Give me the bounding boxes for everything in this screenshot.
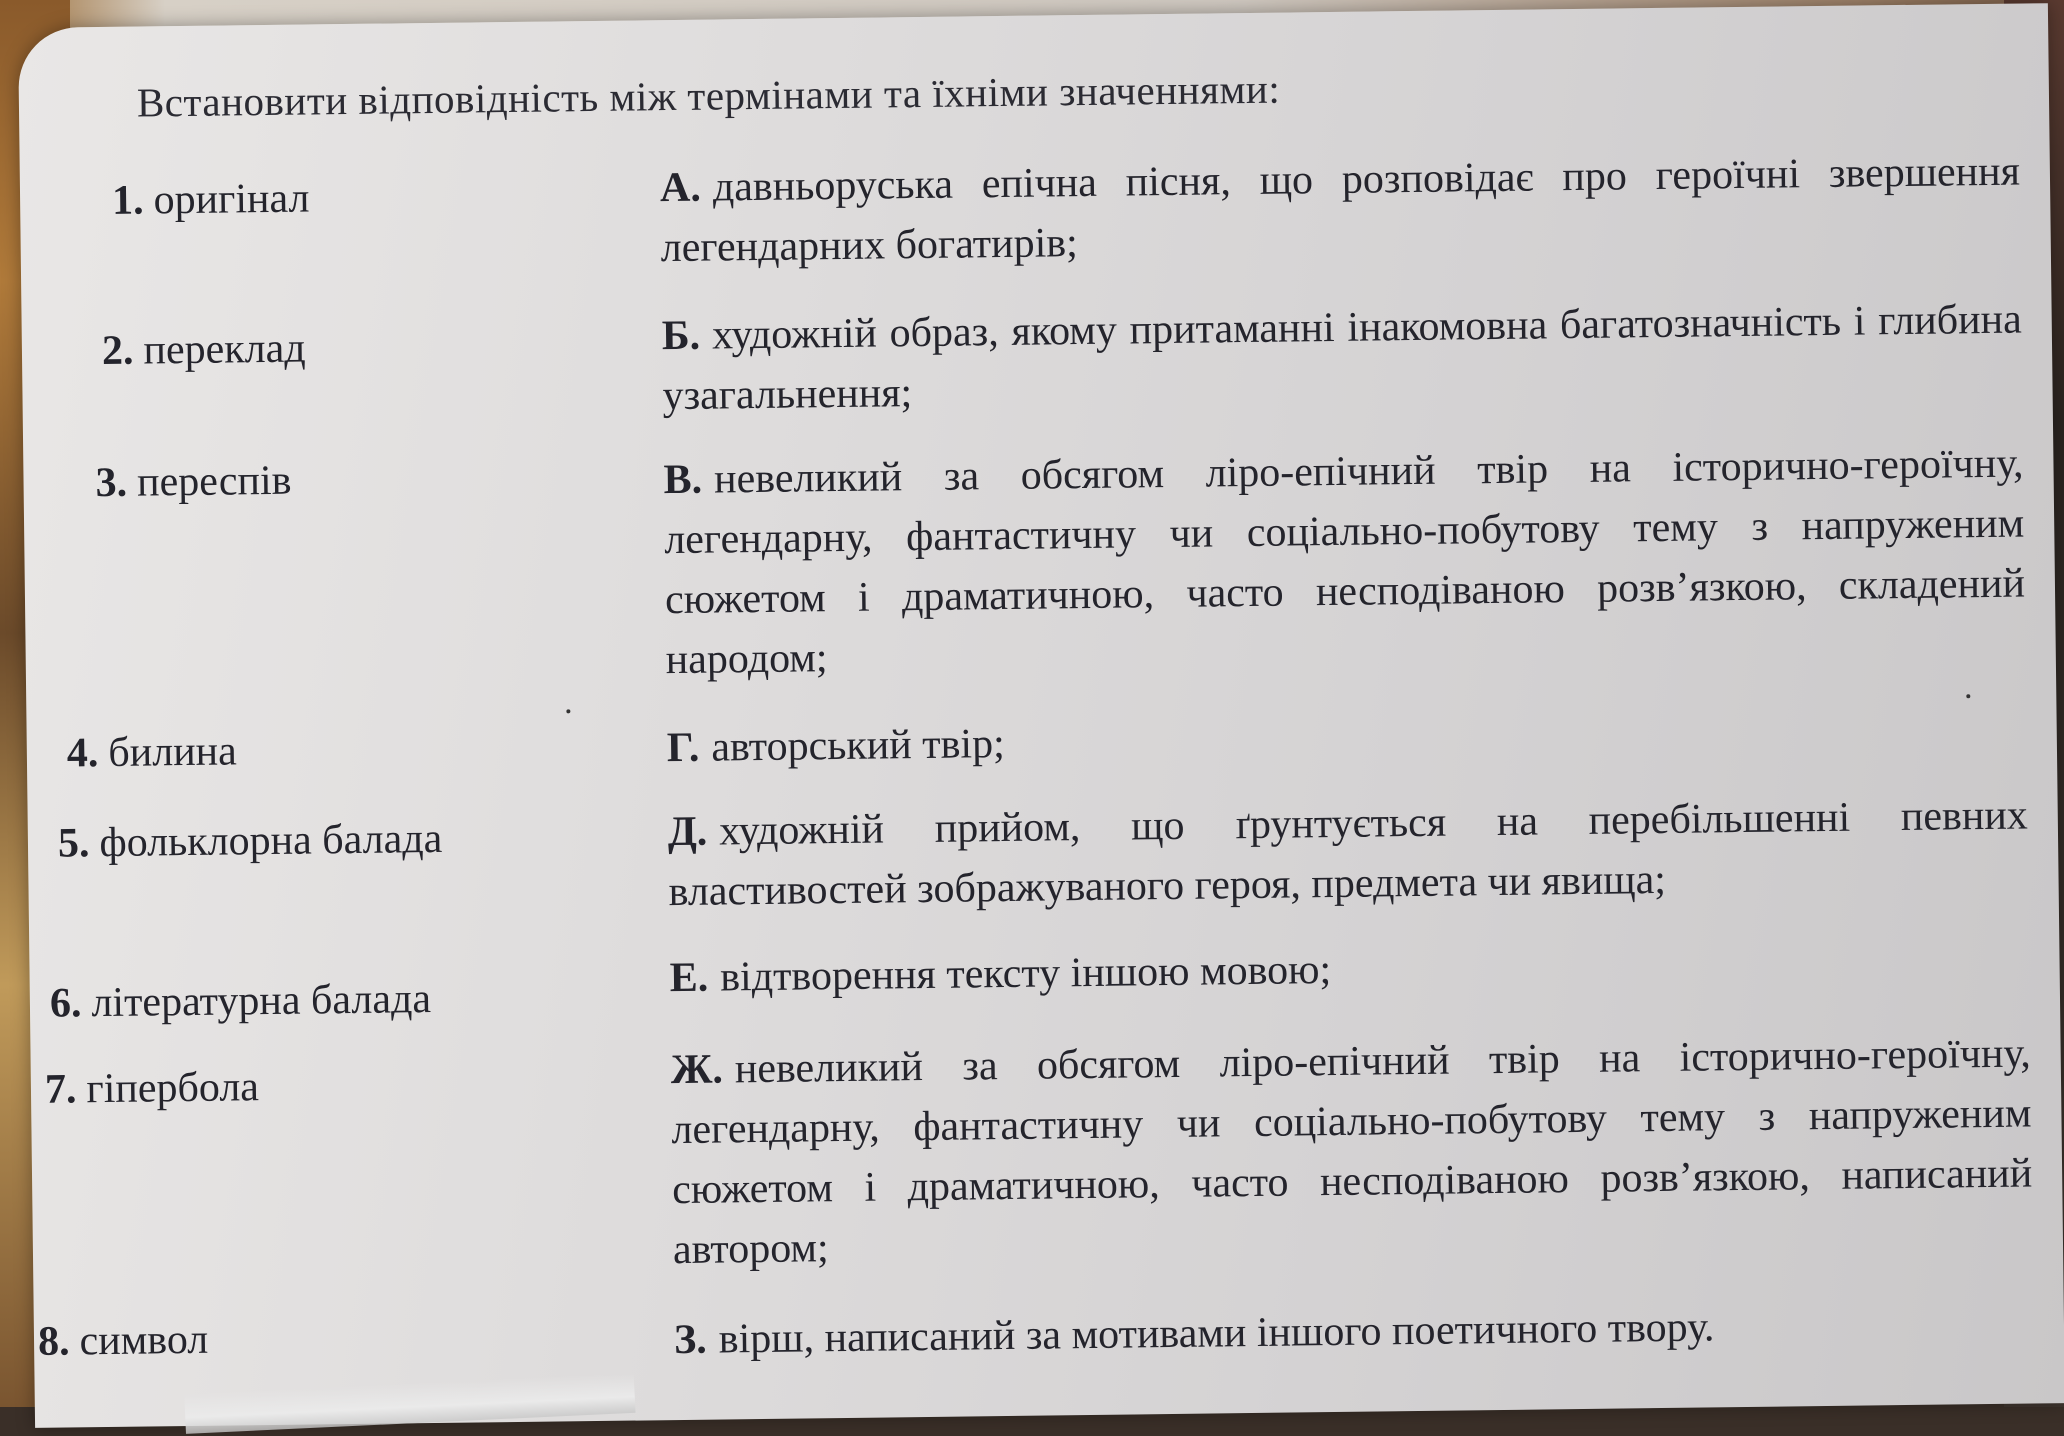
definition-letter: Ж. xyxy=(670,1046,724,1094)
term-item-3 xyxy=(95,457,292,507)
term-item-7 xyxy=(45,1063,260,1114)
definition-text: відтворення тексту іншою мовою; xyxy=(719,947,1332,1001)
definition-item-e xyxy=(669,931,2030,1008)
pen-dot-mark xyxy=(1966,694,1970,698)
definition-text: вірш, написаний за мотивами іншого поетичного твору. xyxy=(718,1304,1715,1363)
term-number: 1. xyxy=(111,177,144,224)
definition-item-h xyxy=(666,702,2027,779)
definition-item-z xyxy=(674,1293,2035,1370)
term-item-1 xyxy=(112,174,310,224)
term-number: 6. xyxy=(49,980,82,1027)
term-number: 4. xyxy=(66,730,99,777)
term-number: 7. xyxy=(44,1066,77,1113)
definition-item-a xyxy=(660,142,2021,279)
term-label: переклад xyxy=(143,325,306,374)
term-number: 8. xyxy=(37,1318,70,1365)
definition-text: давньоруська епічна пісня, що розповідає про героїчні звершення легендарних богатирів; xyxy=(660,148,2021,272)
term-number: 5. xyxy=(57,820,90,867)
term-item-6 xyxy=(50,975,432,1028)
definition-letter: З. xyxy=(673,1316,708,1364)
definition-text: художній образ, якому притаманні інакомовна багатозначність і глибина узагальнення; xyxy=(662,296,2022,420)
definition-item-zh xyxy=(670,1023,2033,1280)
term-item-5 xyxy=(58,815,443,868)
paper-fold xyxy=(184,1373,635,1434)
term-item-2 xyxy=(102,325,306,375)
term-label: билина xyxy=(108,728,238,776)
definition-item-b xyxy=(661,290,2022,427)
term-number: 2. xyxy=(101,327,134,374)
term-label: фольклорна балада xyxy=(99,815,443,867)
worksheet-page xyxy=(18,3,2064,1428)
pen-dot-mark xyxy=(566,709,570,713)
definition-text: авторський твір; xyxy=(711,721,1005,771)
definition-letter: Е. xyxy=(669,954,709,1002)
term-label: символ xyxy=(79,1316,209,1365)
definition-letter: Д. xyxy=(667,808,708,856)
definition-text: невеликий за обсягом ліро-епічний твір на історично-героїчну, легендарну, фантастичну чи соціально-побутову тему з напруженим сюжетом і драматичною, часто несподіваною розв’язкою, написаний автором; xyxy=(671,1030,2033,1274)
term-label: оригінал xyxy=(153,175,310,224)
definition-text: невеликий за обсягом ліро-епічний твір на історично-героїчну, легендарну, фантастичну чи соціально-побутову тему з напруженим сюжетом і драматичною, часто несподіваною розв’язкою, складений народом; xyxy=(664,440,2026,684)
task-heading: Встановити відповідність між термінами та їхніми значеннями: xyxy=(136,65,1281,126)
definition-letter: Г. xyxy=(666,724,700,772)
definition-item-v xyxy=(663,434,2026,691)
definition-letter: Б. xyxy=(661,312,701,360)
definition-letter: В. xyxy=(663,456,703,504)
term-number: 3. xyxy=(95,459,128,507)
term-item-8 xyxy=(38,1316,209,1366)
term-label: гіпербола xyxy=(86,1064,260,1113)
term-item-4 xyxy=(67,727,237,777)
definition-item-d xyxy=(668,786,2029,923)
term-label: переспів xyxy=(136,457,292,506)
definition-text: художній прийом, що ґрунтується на перебільшенні певних властивостей зображуваного героя, предмета чи явища; xyxy=(668,792,2029,916)
definition-letter: А. xyxy=(659,164,702,212)
term-label: літературна балада xyxy=(91,976,432,1027)
